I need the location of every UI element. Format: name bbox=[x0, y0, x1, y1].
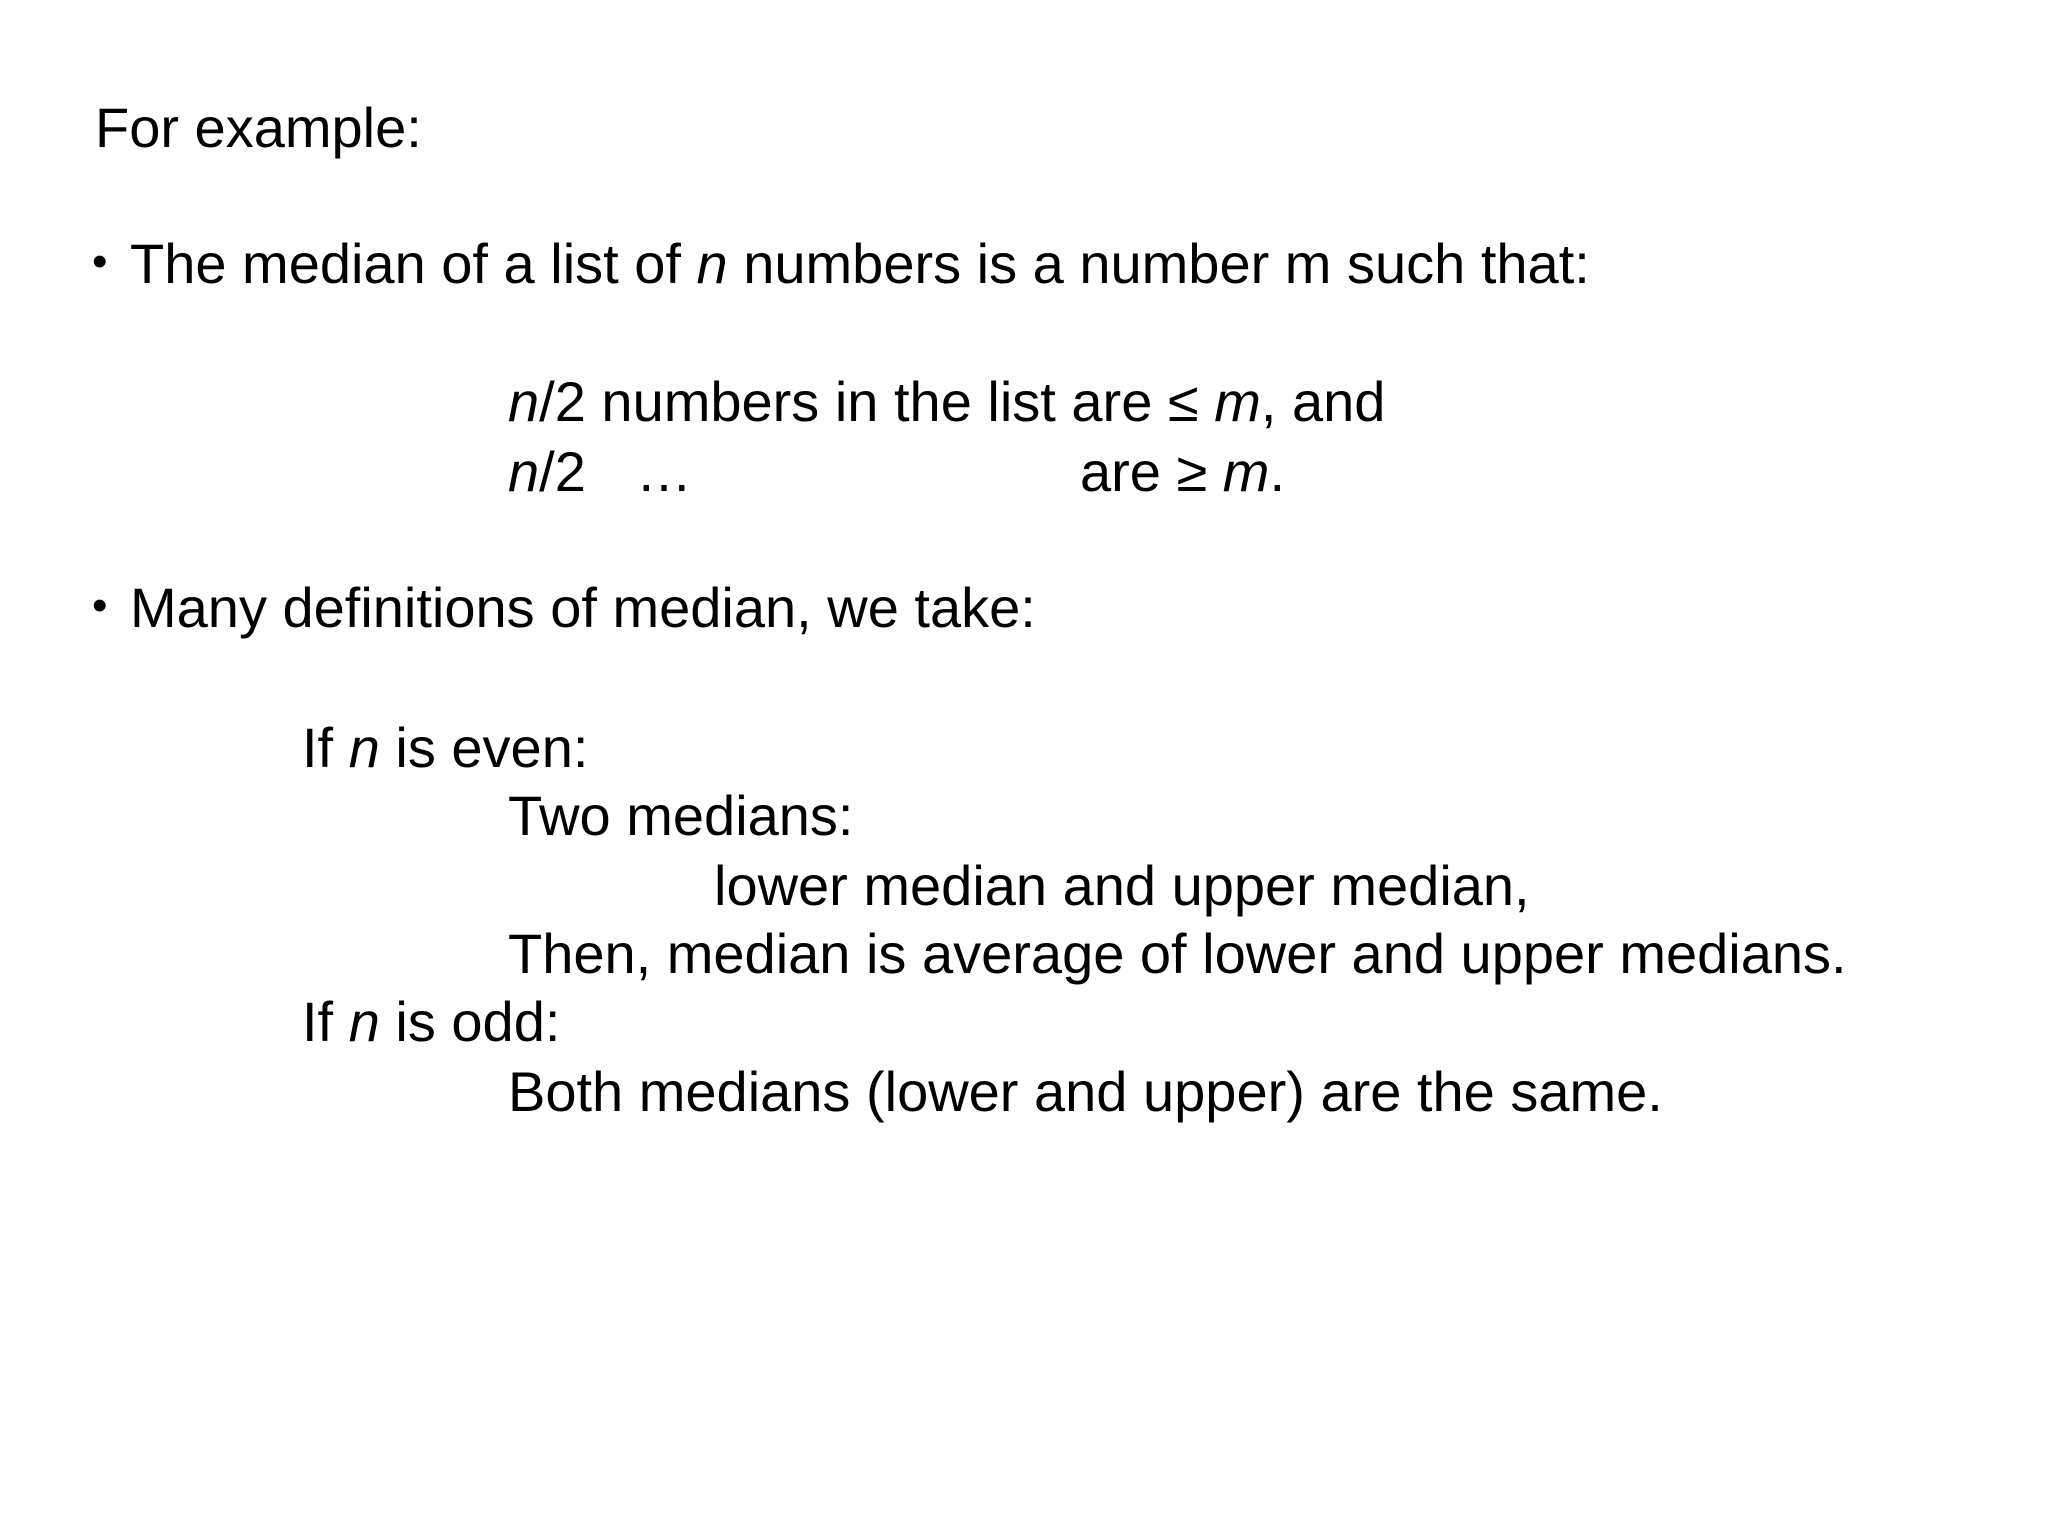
two-medians-text: Two medians: bbox=[508, 784, 854, 847]
average-text: Then, median is average of lower and upper medians. bbox=[508, 922, 1847, 985]
variable-n: n bbox=[348, 716, 380, 779]
variable-m: m bbox=[1222, 440, 1270, 503]
even-case-label bbox=[302, 716, 589, 779]
text-segment: If bbox=[302, 716, 349, 779]
text-segment: The median of a list of bbox=[130, 232, 697, 295]
ellipsis-text: … bbox=[636, 440, 692, 503]
text-segment: is even: bbox=[379, 716, 589, 779]
variable-n: n bbox=[348, 990, 380, 1053]
odd-case-label bbox=[302, 990, 561, 1053]
variable-n: n bbox=[508, 370, 540, 433]
definitions-text: Many definitions of median, we take: bbox=[130, 576, 1036, 639]
condition-greater-equal-end bbox=[1080, 440, 1286, 503]
same-medians-text: Both medians (lower and upper) are the same. bbox=[508, 1060, 1663, 1123]
text-segment: If bbox=[302, 990, 349, 1053]
text-segment: numbers is a number m such that: bbox=[727, 232, 1590, 295]
bullet-marker: • bbox=[92, 581, 108, 630]
median-definition-text bbox=[130, 232, 1590, 295]
text-segment: /2 bbox=[539, 440, 586, 503]
bullet-marker: • bbox=[92, 237, 108, 286]
variable-m: m bbox=[1214, 370, 1261, 433]
condition-greater-equal-start bbox=[508, 440, 586, 503]
intro-text: For example: bbox=[95, 96, 422, 159]
variable-n: n bbox=[696, 232, 728, 295]
variable-n: n bbox=[508, 440, 540, 503]
text-segment: are ≥ bbox=[1080, 440, 1223, 503]
condition-less-equal bbox=[508, 370, 1386, 433]
text-segment: . bbox=[1269, 440, 1286, 503]
text-segment: /2 numbers in the list are ≤ bbox=[539, 370, 1215, 433]
lower-upper-text: lower median and upper median, bbox=[714, 854, 1530, 917]
text-segment: , and bbox=[1260, 370, 1386, 433]
text-segment: is odd: bbox=[379, 990, 561, 1053]
